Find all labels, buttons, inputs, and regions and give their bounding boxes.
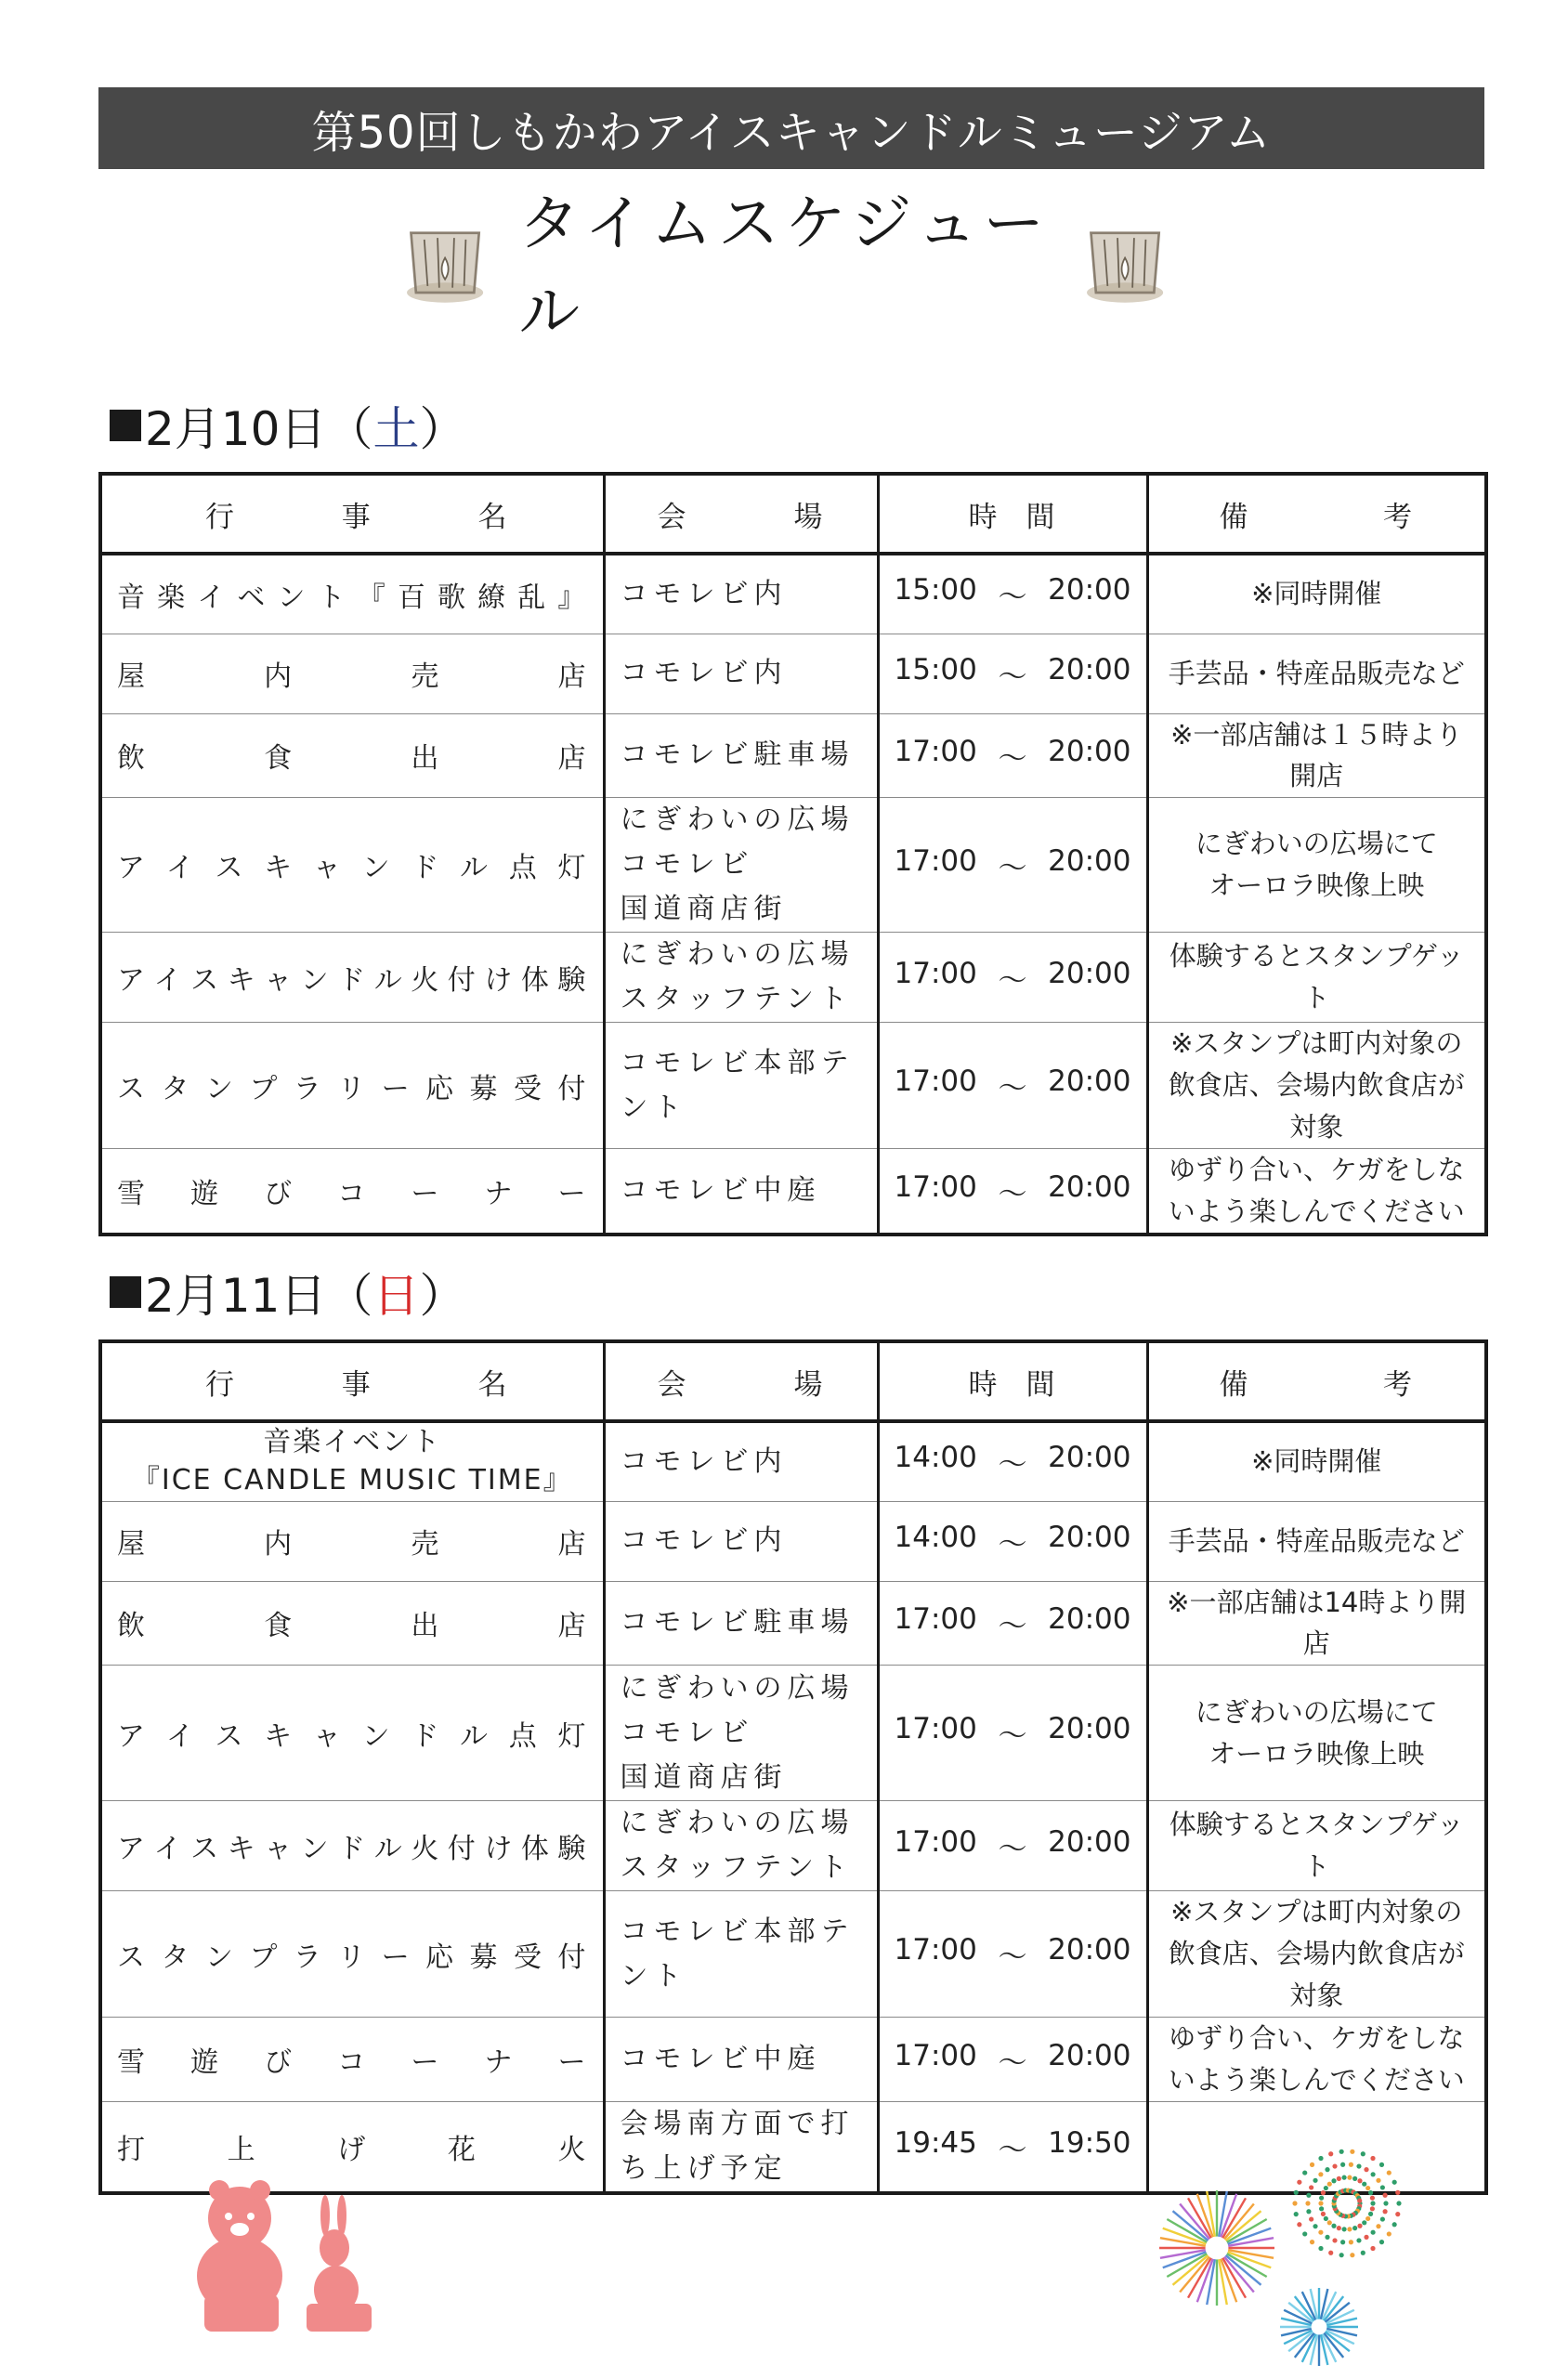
end-time: 20:00 [1048,1065,1131,1099]
end-time: 20:00 [1048,734,1131,768]
time-range [895,1441,1131,1483]
note-text: ※一部店舗は１５時より開店 [1170,718,1463,792]
date-text: 2月10日（ [145,402,373,456]
weekday-saturday: 土 [372,402,420,456]
note-cell [1147,1891,1486,2018]
event-name-cell [100,2018,604,2102]
end-time: 20:00 [1048,573,1131,608]
tilde-separator: 〜 [998,2133,1027,2167]
note-text: にぎわいの広場にて オーロラ映像上映 [1195,828,1438,902]
start-time: 17:00 [894,1065,977,1099]
end-time: 19:50 [1048,2125,1131,2160]
event-name: 雪 遊 び コ ー ナ ー [117,2046,588,2080]
venue-text: コモレビ駐車場 [620,1606,855,1640]
event-name: 打 上 げ 花 火 [117,2134,588,2167]
venue-text: コモレビ内 [620,657,788,689]
fireworks-illustration [1152,2146,1505,2369]
event-name-cell [100,713,604,798]
time-cell [878,1891,1147,2018]
date-heading-day2 [110,1260,465,1325]
end-time: 20:00 [1048,1824,1131,1859]
venue-cell [604,713,878,798]
time-range [895,1933,1131,1975]
venue-cell [604,1023,878,1149]
event-name: 飲 食 出 店 [117,742,588,776]
venue-text: コモレビ本部テント [620,1914,855,1993]
table-row [100,1891,1486,2018]
time-cell [878,554,1147,634]
note-text: ※スタンプは町内対象の飲食店、会場内飲食店が対象 [1168,1027,1465,1143]
time-cell [878,1149,1147,1235]
table-row [100,554,1486,634]
note-cell [1147,933,1486,1023]
time-cell [878,1581,1147,1666]
note-cell [1147,1149,1486,1235]
table-row [100,933,1486,1023]
table-header-row [100,474,1486,554]
venue-cell [604,933,878,1023]
end-time: 20:00 [1048,1520,1131,1554]
note-text: 体験するとスタンプゲット [1169,940,1464,1014]
header-time: 時 間 [878,1341,1147,1421]
table-row [100,798,1486,933]
venue-cell [604,2102,878,2194]
note-cell [1147,554,1486,634]
time-range [895,653,1131,695]
tilde-separator: 〜 [998,1527,1027,1561]
time-range [895,735,1131,777]
end-time: 20:00 [1048,652,1131,686]
time-cell [878,713,1147,798]
date-close: ） [419,1269,466,1323]
start-time: 17:00 [894,956,977,990]
event-name: ア イ ス キ ャ ン ド ル 点 灯 [117,852,588,885]
schedule-table-day2 [98,1339,1488,2195]
venue-cell [604,2018,878,2102]
tilde-separator: 〜 [998,1177,1027,1211]
venue-cell [604,1891,878,2018]
schedule-table-day1 [98,472,1488,1236]
note-cell [1147,1501,1486,1581]
header-note: 備 考 [1147,474,1486,554]
note-text: ※スタンプは町内対象の飲食店、会場内飲食店が対象 [1168,1896,1465,2012]
event-name: 飲 食 出 店 [117,1610,588,1643]
tilde-separator: 〜 [998,1448,1027,1483]
note-cell [1147,634,1486,713]
time-cell [878,1501,1147,1581]
table-row [100,1023,1486,1149]
date-text: 2月11日（ [145,1269,373,1323]
event-name-cell [100,798,604,933]
venue-cell [604,554,878,634]
note-cell [1147,1421,1486,1501]
start-time: 14:00 [894,1441,977,1475]
header-event: 行 事 名 [100,1341,604,1421]
table-row [100,1666,1486,1801]
venue-cell [604,1149,878,1235]
event-name: 音 楽 イ ベ ン ト 『 百 歌 繚 乱 』 [117,581,588,614]
time-range [895,2039,1131,2081]
square-bullet-icon [110,410,141,441]
venue-cell [604,1421,878,1501]
time-cell [878,2018,1147,2102]
note-cell [1147,798,1486,933]
end-time: 20:00 [1048,2038,1131,2072]
start-time: 17:00 [894,1824,977,1859]
square-bullet-icon [110,1276,141,1308]
table-row [100,713,1486,798]
start-time: 17:00 [894,843,977,878]
tilde-separator: 〜 [998,2045,1027,2080]
tilde-separator: 〜 [998,1940,1027,1975]
event-name: 屋 内 売 店 [117,660,588,693]
note-cell [1147,2018,1486,2102]
time-range [895,1712,1131,1754]
note-cell [1147,1581,1486,1666]
event-name: 音楽イベント 『ICE CANDLE MUSIC TIME』 [131,1426,573,1496]
event-name-cell [100,1023,604,1149]
event-name-cell [100,1421,604,1501]
end-time: 20:00 [1048,1169,1131,1204]
start-time: 14:00 [894,1520,977,1554]
event-banner: 第50回しもかわアイスキャンドルミュージアム [98,87,1484,169]
weekday-sunday: 日 [372,1269,420,1323]
tilde-separator: 〜 [998,1719,1027,1754]
time-range [895,573,1131,615]
event-name-cell [100,1801,604,1891]
table-row [100,2018,1486,2102]
start-time: 17:00 [894,2038,977,2072]
event-name-cell [100,554,604,634]
venue-text: にぎわいの広場 コモレビ 国道商店街 [620,1671,855,1794]
venue-cell [604,798,878,933]
venue-cell [604,1801,878,1891]
event-name: ス タ ン プ ラ リ ー 応 募 受 付 [117,1072,588,1105]
header-venue: 会 場 [604,474,878,554]
ice-candle-icon [1079,211,1170,313]
venue-text: にぎわいの広場 コモレビ 国道商店街 [620,804,855,926]
note-text: ※同時開催 [1251,578,1382,610]
note-text: 体験するとスタンプゲット [1169,1809,1464,1883]
header-event: 行 事 名 [100,474,604,554]
end-time: 20:00 [1048,1601,1131,1636]
venue-cell [604,1501,878,1581]
event-name: 雪 遊 び コ ー ナ ー [117,1178,588,1211]
event-name: 屋 内 売 店 [117,1528,588,1561]
event-name: ア イ ス キ ャ ン ド ル 点 灯 [117,1719,588,1753]
note-cell [1147,713,1486,798]
tilde-separator: 〜 [998,1072,1027,1106]
end-time: 20:00 [1048,843,1131,878]
venue-text: にぎわいの広場 スタッフテント [620,938,855,1016]
venue-text: にぎわいの広場 スタッフテント [620,1807,855,1885]
venue-text: コモレビ内 [620,577,788,610]
tilde-separator: 〜 [998,1609,1027,1643]
table-row [100,1801,1486,1891]
header-venue: 会 場 [604,1341,878,1421]
table-row [100,1501,1486,1581]
table-row [100,1581,1486,1666]
tilde-separator: 〜 [998,1832,1027,1866]
table-row [100,634,1486,713]
note-text: ゆずり合い、ケガをしないよう楽しんでください [1168,1154,1465,1228]
time-cell [878,1801,1147,1891]
time-range [895,957,1131,999]
event-name-cell [100,933,604,1023]
venue-cell [604,634,878,713]
time-range [895,2126,1131,2168]
date-heading-day1 [110,393,465,458]
end-time: 20:00 [1048,1712,1131,1746]
venue-cell [604,1581,878,1666]
note-text: ゆずり合い、ケガをしないよう楽しんでください [1168,2022,1465,2097]
note-cell [1147,1023,1486,1149]
table-row [100,1149,1486,1235]
header-time: 時 間 [878,474,1147,554]
note-cell [1147,1801,1486,1891]
start-time: 17:00 [894,1601,977,1636]
venue-text: コモレビ本部テント [620,1046,855,1124]
table-header-row [100,1341,1486,1421]
time-cell [878,1023,1147,1149]
note-text: にぎわいの広場にて オーロラ映像上映 [1195,1695,1438,1770]
time-cell [878,798,1147,933]
event-name-cell [100,1149,604,1235]
subtitle-row [399,188,1170,347]
event-name-cell [100,634,604,713]
start-time: 15:00 [894,573,977,608]
start-time: 19:45 [894,2125,977,2160]
event-name-cell [100,1501,604,1581]
ice-candle-icon [399,211,490,313]
time-range [895,844,1131,886]
note-text: 手芸品・特産品販売など [1168,1524,1465,1557]
time-cell [878,2102,1147,2194]
venue-text: コモレビ内 [620,1444,788,1478]
start-time: 17:00 [894,1712,977,1746]
time-cell [878,1666,1147,1801]
time-range [895,1521,1131,1562]
venue-text: コモレビ内 [620,1524,788,1557]
header-note: 備 考 [1147,1341,1486,1421]
bear-rabbit-illustration [186,2164,390,2341]
tilde-separator: 〜 [998,851,1027,885]
tilde-separator: 〜 [998,963,1027,998]
table-row [100,1421,1486,1501]
event-name: ス タ ン プ ラ リ ー 応 募 受 付 [117,1940,588,1974]
end-time: 20:00 [1048,1441,1131,1475]
venue-text: コモレビ駐車場 [620,738,855,772]
note-text: 手芸品・特産品販売など [1168,657,1465,689]
time-range [895,1065,1131,1106]
venue-text: コモレビ中庭 [620,2043,821,2076]
venue-text: 会場南方面で打ち上げ予定 [620,2108,855,2186]
time-cell [878,1421,1147,1501]
date-close: ） [419,402,466,456]
time-range [895,1825,1131,1867]
event-name-cell [100,1891,604,2018]
start-time: 17:00 [894,1169,977,1204]
time-cell [878,634,1147,713]
time-range [895,1602,1131,1644]
venue-cell [604,1666,878,1801]
tilde-separator: 〜 [998,581,1027,615]
start-time: 15:00 [894,652,977,686]
note-text: ※一部店舗は14時より開店 [1167,1586,1467,1660]
event-name-cell [100,1666,604,1801]
event-name: ア イ ス キ ャ ン ド ル 火 付 け 体 験 [117,964,588,998]
end-time: 20:00 [1048,956,1131,990]
start-time: 17:00 [894,734,977,768]
note-text: ※同時開催 [1251,1445,1382,1478]
venue-text: コモレビ中庭 [620,1174,821,1208]
start-time: 17:00 [894,1933,977,1967]
time-cell [878,933,1147,1023]
note-cell [1147,1666,1486,1801]
time-range [895,1170,1131,1212]
tilde-separator: 〜 [998,741,1027,776]
page-title: タイムスケジュール [518,188,1051,347]
end-time: 20:00 [1048,1933,1131,1967]
event-name-cell [100,1581,604,1666]
tilde-separator: 〜 [998,660,1027,694]
event-name: ア イ ス キ ャ ン ド ル 火 付 け 体 験 [117,1833,588,1866]
